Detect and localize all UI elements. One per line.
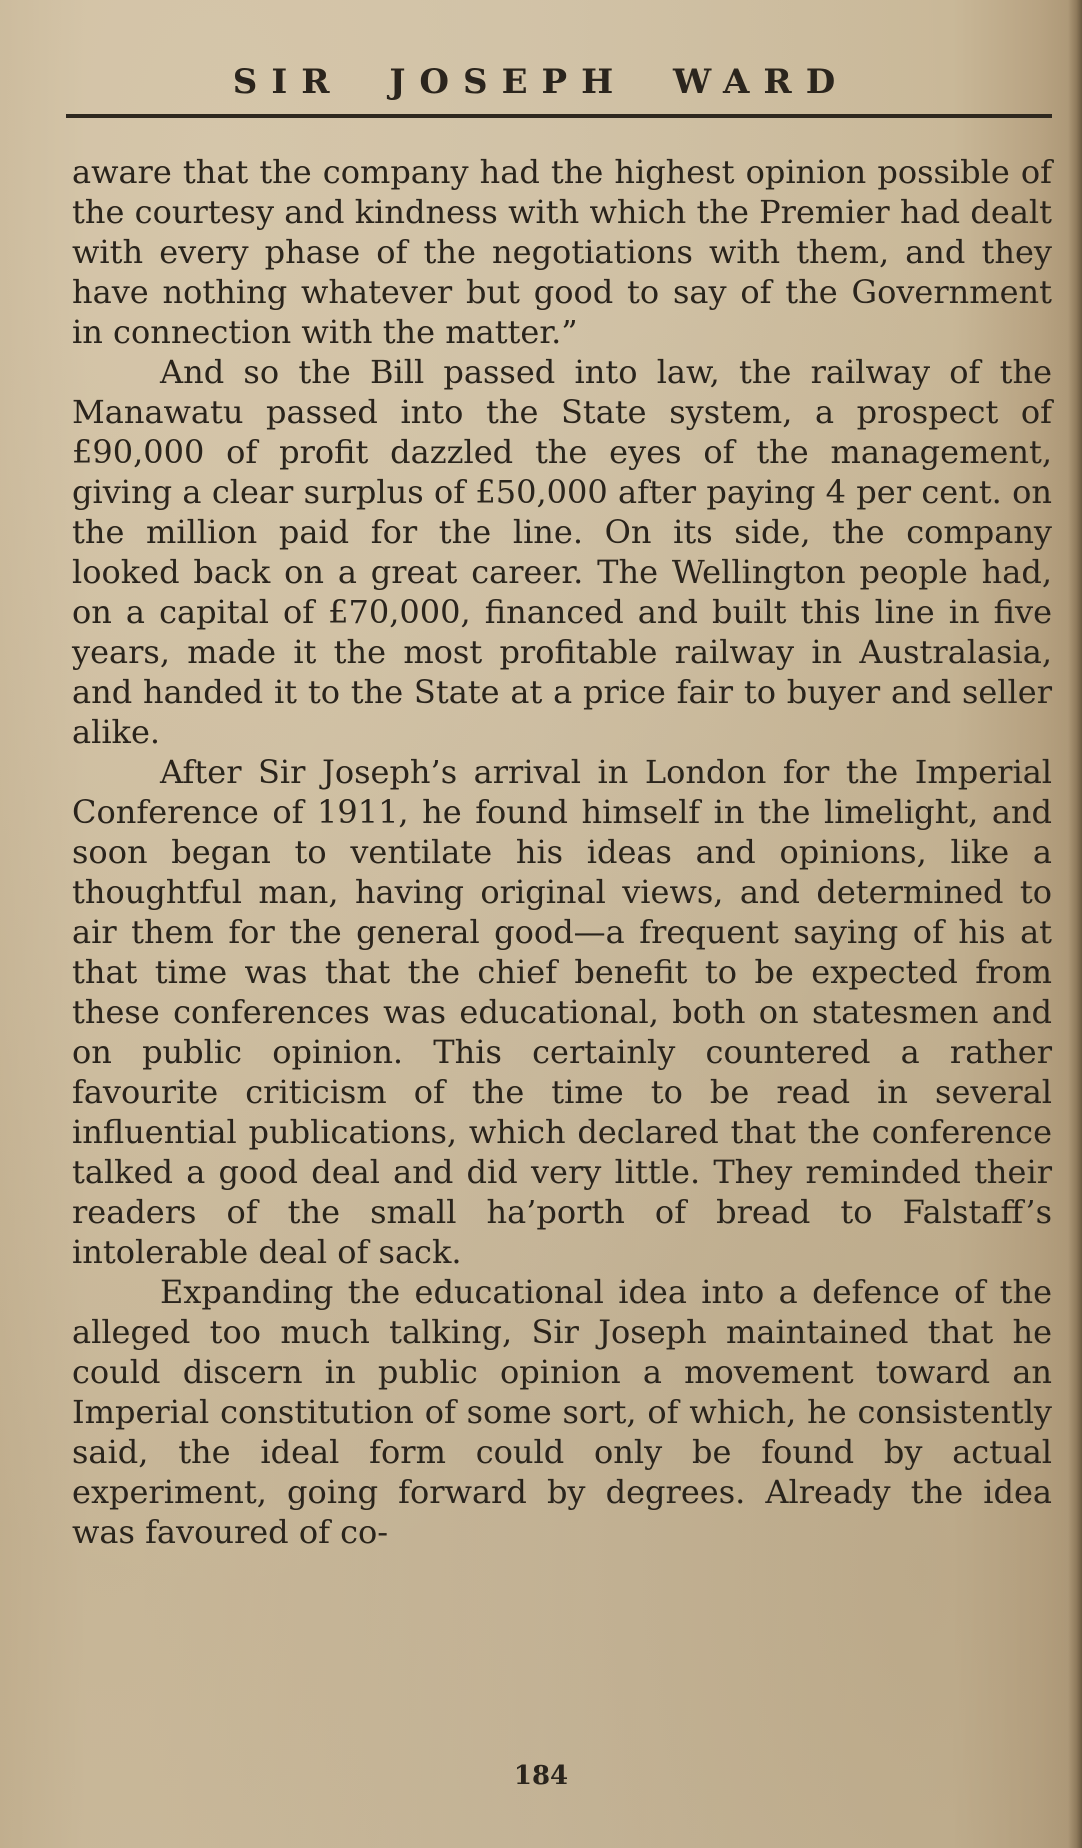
page-number: 184 — [513, 1761, 569, 1791]
header-rule — [66, 114, 1052, 118]
page-edge-shadow — [1068, 0, 1082, 1848]
paragraph-3: After Sir Joseph’s arrival in London for the Imperial Conference of 1911, he found himself in the limelight, and soon began to ventilate his ideas and opinions, like a thoughtful man, having original views, and determined to air them for the general good—a frequent saying of his at that time was that the chief benefit to be expected from these conferences was educational, both on statesmen and on public opinion. This certainly countered a rather favourite criticism of the time to be read in several influential publications, which declared that the conference talked a good deal and did very little. They reminded their readers of the small ha’porth of bread to Falstaff’s intolerable deal of sack. — [72, 753, 1052, 1271]
body-text — [72, 152, 1052, 1552]
paragraph-2: And so the Bill passed into law, the railway of the Manawatu passed into the State system, a prospect of £90,000 of profit dazzled the eyes of the management, giving a clear surplus of £50,000 after paying 4 per cent. on the million paid for the line. On its side, the company looked back on a great career. The Wellington people had, on a capital of £70,000, financed and built this line in five years, made it the most profitable railway in Australasia, and handed it to the State at a price fair to buyer and seller alike. — [72, 353, 1052, 751]
paragraph-1: aware that the company had the highest opinion possible of the courtesy and kindness with which the Premier had dealt with every phase of the negotiations with them, and they have nothing whatever but good to say of the Government in connection with the matter.” — [72, 153, 1052, 351]
running-head: SIR JOSEPH WARD — [232, 62, 850, 102]
paragraph-4: Expanding the educational idea into a defence of the alleged too much talking, Sir Joseph maintained that he could discern in public opinion a movement toward an Imperial constitution of some sort, of which, he consistently said, the ideal form could only be found by actual experiment, going forward by degrees. Already the idea was favoured of co- — [72, 1273, 1052, 1551]
